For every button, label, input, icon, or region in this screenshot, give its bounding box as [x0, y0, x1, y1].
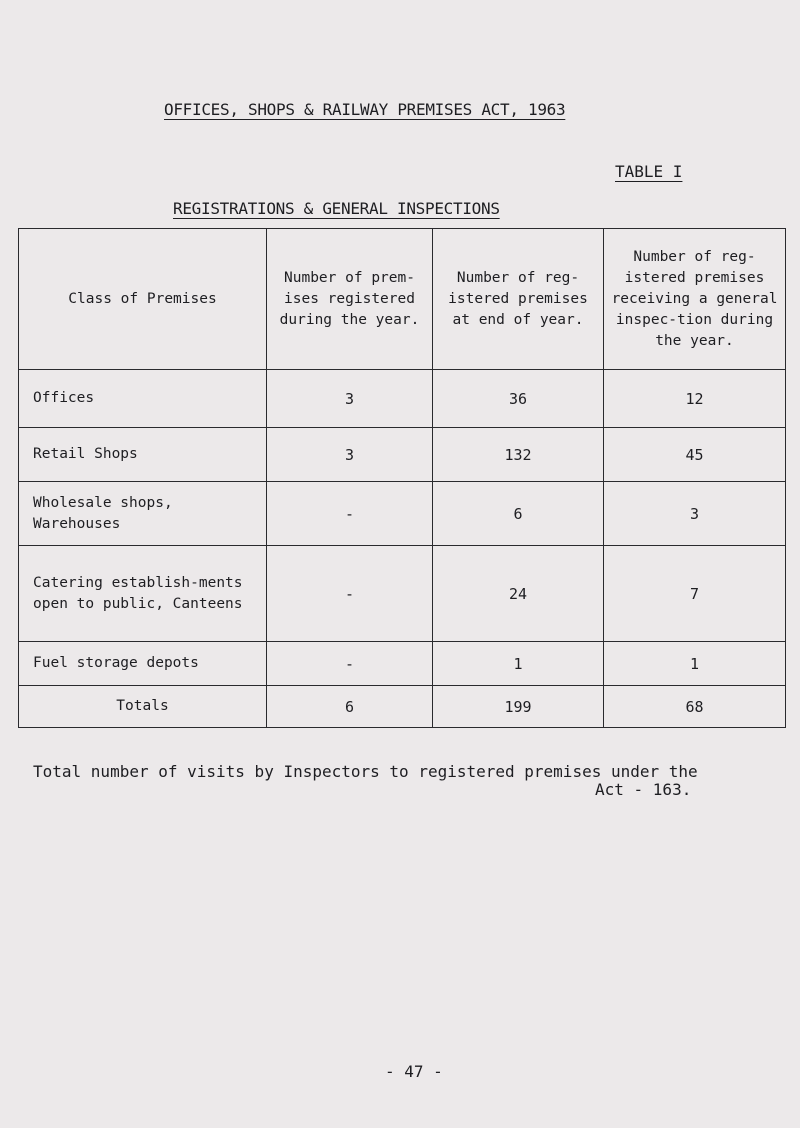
cell-registered: 3 — [267, 370, 433, 428]
header-registered-at-end: Number of reg-istered premises at end of year. — [433, 229, 604, 370]
cell-at-end: 132 — [433, 428, 604, 482]
cell-inspected: 7 — [604, 546, 786, 642]
registrations-table — [18, 228, 786, 728]
cell-registered: 3 — [267, 428, 433, 482]
header-general-inspection: Number of reg-istered premises receiving a general inspec-tion during the year. — [604, 229, 786, 370]
page-number: - 47 - — [385, 1062, 443, 1081]
cell-inspected: 45 — [604, 428, 786, 482]
header-class-of-premises: Class of Premises — [19, 229, 267, 370]
cell-inspected: 1 — [604, 642, 786, 686]
page-title: OFFICES, SHOPS & RAILWAY PREMISES ACT, 1963 — [164, 100, 566, 119]
row-label: Offices — [19, 370, 267, 428]
total-inspected: 68 — [604, 686, 786, 728]
totals-label: Totals — [19, 686, 267, 728]
cell-registered: - — [267, 642, 433, 686]
footnote-visits-count: Act - 163. — [595, 780, 692, 799]
total-registered: 6 — [267, 686, 433, 728]
cell-at-end: 1 — [433, 642, 604, 686]
cell-at-end: 24 — [433, 546, 604, 642]
cell-at-end: 6 — [433, 482, 604, 546]
table-row — [19, 428, 786, 482]
table-row — [19, 370, 786, 428]
table-row — [19, 546, 786, 642]
table-row — [19, 642, 786, 686]
row-label: Retail Shops — [19, 428, 267, 482]
cell-registered: - — [267, 482, 433, 546]
header-registered-during-year: Number of prem-ises registered during the year. — [267, 229, 433, 370]
totals-row — [19, 686, 786, 728]
cell-inspected: 12 — [604, 370, 786, 428]
section-title: REGISTRATIONS & GENERAL INSPECTIONS — [173, 199, 500, 218]
row-label: Fuel storage depots — [19, 642, 267, 686]
table-label: TABLE I — [615, 162, 683, 181]
cell-inspected: 3 — [604, 482, 786, 546]
row-label: Wholesale shops, Warehouses — [19, 482, 267, 546]
row-label: Catering establish-ments open to public, Canteens — [19, 546, 267, 642]
table-header-row — [19, 229, 786, 370]
total-at-end: 199 — [433, 686, 604, 728]
cell-at-end: 36 — [433, 370, 604, 428]
table-row — [19, 482, 786, 546]
footnote-visits: Total number of visits by Inspectors to registered premises under the — [33, 762, 698, 781]
cell-registered: - — [267, 546, 433, 642]
